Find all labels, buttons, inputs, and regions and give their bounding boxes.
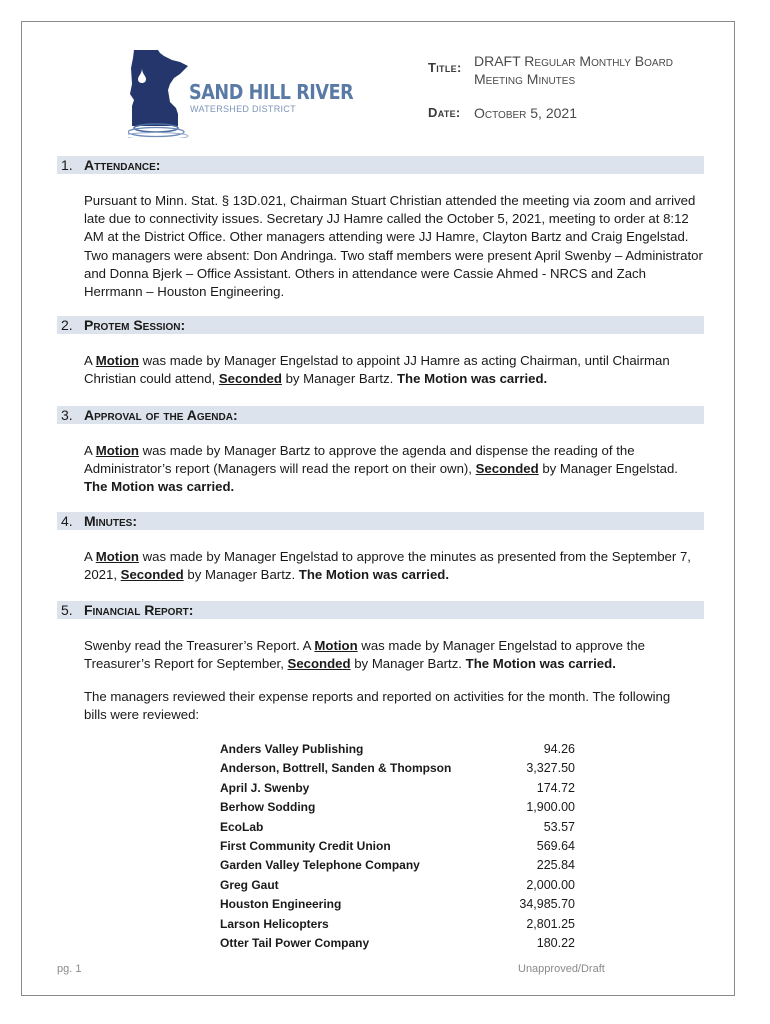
logo-name: SAND HILL RIVER [189, 80, 354, 104]
bill-amount: 34,985.70 [519, 897, 575, 912]
page-number: pg. 1 [57, 963, 82, 975]
section-title: Minutes: [84, 513, 137, 529]
title-value-line2: Meeting Minutes [474, 71, 576, 87]
table-row [220, 896, 575, 915]
date-label: Date: [428, 105, 461, 120]
seconded-keyword: Seconded [475, 461, 539, 477]
motion-keyword: Motion [95, 353, 139, 368]
table-row [220, 877, 575, 896]
motion-keyword: Motion [95, 443, 139, 458]
seconded-keyword: Seconded [120, 567, 184, 583]
bill-payee: EcoLab [220, 819, 264, 834]
bill-amount: 3,327.50 [526, 761, 575, 776]
section-title: Attendance: [84, 157, 161, 173]
bill-amount: 174.72 [536, 780, 575, 795]
bill-amount: 180.22 [536, 935, 575, 950]
section-number: 4. [61, 513, 73, 529]
section-number: 5. [61, 602, 73, 618]
table-row [220, 916, 575, 935]
draft-status: Unapproved/Draft [518, 963, 605, 975]
table-row [220, 799, 575, 818]
motion-result: The Motion was carried. [84, 479, 235, 495]
motion-keyword: Motion [314, 638, 358, 653]
bill-payee: Anders Valley Publishing [220, 742, 364, 756]
motion-keyword: Motion [95, 549, 139, 564]
table-row [220, 780, 575, 799]
protem-paragraph: A Motion was made by Manager Engelstad to appoint JJ Hamre as acting Chairman, until Chairman Christian could attend, Seconded by Manager Bartz. The Motion was carried. [84, 353, 670, 387]
title-value-line1: DRAFT Regular Monthly Board [474, 53, 674, 69]
bills-intro-paragraph: The managers reviewed their expense reports and reported on activities for the month. The following bills were reviewed: [84, 689, 671, 723]
section-number: 3. [61, 407, 73, 423]
section-header-agenda [57, 406, 704, 424]
attendance-paragraph: Pursuant to Minn. Stat. § 13D.021, Chairman Stuart Christian attended the meeting via zoom and arrived late due to connectivity issues. Secretary JJ Hamre called the October 5, 2021, meeting to order at 8:12 AM at the District Office. Other managers attending were JJ Hamre, Clayton Bartz and Craig Engelstad. Two managers were absent: Don Andringa. Two staff members were present April Swenby – Administrator and Donna Bjerk – Office Assistant. Others in attendance were Cassie Ahmed - NRCS and Zach Herrmann – Houston Engineering. [84, 193, 703, 300]
title-label: Title: [428, 60, 462, 75]
financial-paragraph: Swenby read the Treasurer’s Report. A Motion was made by Manager Engelstad to approve the Treasurer’s Report for September, Seconded by Manager Bartz. The Motion was carried. [84, 638, 646, 672]
table-row [220, 857, 575, 876]
section-number: 2. [61, 317, 73, 333]
table-row [220, 741, 575, 760]
bill-amount: 225.84 [536, 858, 575, 873]
section-title: Financial Report: [84, 602, 194, 618]
date-value: October 5, 2021 [474, 105, 577, 121]
title-value [474, 52, 724, 88]
section-number: 1. [61, 157, 73, 173]
section-header-protem [57, 316, 704, 334]
bill-payee: Berhow Sodding [220, 800, 316, 815]
bills-table [220, 741, 575, 954]
table-row [220, 819, 575, 838]
section-header-attendance [57, 156, 704, 174]
bill-amount: 53.57 [543, 819, 575, 834]
bill-payee: Greg Gaut [220, 877, 279, 892]
bill-amount: 94.26 [543, 742, 575, 756]
section-title: Approval of the Agenda: [84, 407, 238, 423]
logo-subtitle: WATERSHED DISTRICT [190, 104, 296, 114]
bill-payee: Garden Valley Telephone Company [220, 858, 420, 873]
section-header-financial [57, 601, 704, 619]
motion-result: The Motion was carried. [397, 371, 548, 387]
seconded-keyword: Seconded [218, 371, 282, 387]
agenda-paragraph: A Motion was made by Manager Bartz to approve the agenda and dispense the reading of the Administrator’s report (Managers will read the report on their own), Seconded by Manager Engelstad. The Motion was carried. [84, 443, 678, 495]
bill-payee: First Community Credit Union [220, 838, 391, 853]
bill-amount: 1,900.00 [526, 800, 575, 815]
bill-amount: 2,801.25 [526, 916, 575, 931]
section-header-minutes [57, 512, 704, 530]
bill-payee: Larson Helicopters [220, 916, 329, 931]
bill-amount: 2,000.00 [526, 877, 575, 892]
district-logo [128, 48, 354, 138]
motion-result: The Motion was carried. [298, 567, 450, 583]
minutes-paragraph: A Motion was made by Manager Engelstad to approve the minutes as presented from the September 7, 2021, Seconded by Manager Bartz. The Motion was carried. [84, 549, 691, 583]
section-title: Protem Session: [84, 317, 186, 333]
motion-result: The Motion was carried. [465, 656, 616, 672]
bill-amount: 569.64 [536, 838, 575, 853]
table-row [220, 760, 575, 779]
seconded-keyword: Seconded [287, 656, 351, 672]
table-row [220, 838, 575, 857]
bill-payee: Otter Tail Power Company [220, 935, 370, 950]
table-row [220, 935, 575, 954]
bill-payee: Houston Engineering [220, 897, 342, 912]
bill-payee: Anderson, Bottrell, Sanden & Thompson [220, 761, 452, 776]
bill-payee: April J. Swenby [220, 780, 310, 795]
